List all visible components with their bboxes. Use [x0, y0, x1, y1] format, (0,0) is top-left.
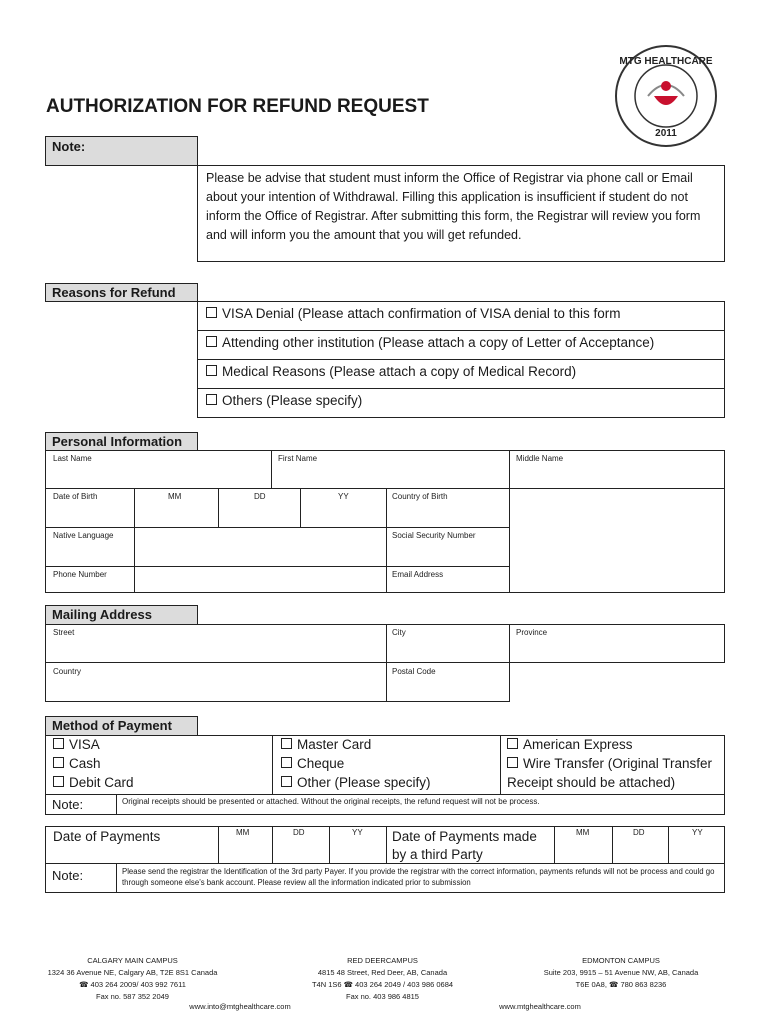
mailing-table-row2: [45, 662, 510, 702]
checkbox-icon[interactable]: [206, 365, 217, 376]
footer-email-link[interactable]: www.into@mtghealthcare.com: [189, 1002, 291, 1011]
reason-row-others[interactable]: [197, 388, 725, 418]
pay-master-option[interactable]: [281, 737, 371, 752]
country-label: Country: [53, 667, 82, 676]
pay-amex-option[interactable]: [507, 737, 633, 752]
last-name-label: Last Name: [53, 454, 92, 463]
pay-debit-label: Debit Card: [69, 775, 134, 790]
edmonton-phone: T6E 0A8, ☎ 780 863 8236: [575, 980, 667, 989]
country-of-birth-label: Country of Birth: [392, 492, 448, 501]
pay-cash-label: Cash: [69, 756, 101, 771]
third-party-yy-label: YY: [692, 828, 703, 837]
personal-table: [45, 450, 725, 593]
checkbox-icon[interactable]: [53, 738, 64, 749]
pay-wire-option[interactable]: [507, 756, 712, 771]
email-label: Email Address: [392, 570, 444, 579]
checkbox-icon[interactable]: [53, 757, 64, 768]
checkbox-icon[interactable]: [281, 738, 292, 749]
svg-text:MTG HEALTHCARE: MTG HEALTHCARE: [619, 56, 713, 67]
date-of-payments-label: Date of Payments: [53, 829, 161, 844]
checkbox-icon[interactable]: [281, 776, 292, 787]
checkbox-icon[interactable]: [281, 757, 292, 768]
third-party-note-label: Note:: [52, 868, 84, 883]
calgary-fax: Fax no. 587 352 2049: [96, 992, 169, 1001]
reddeer-campus-name: RED DEERCAMPUS: [347, 956, 418, 965]
reddeer-fax: Fax no. 403 986 4815: [346, 992, 419, 1001]
middle-name-label: Middle Name: [516, 454, 564, 463]
payment-note-label: Note:: [52, 797, 84, 812]
pay-cheque-label: Cheque: [297, 756, 345, 771]
pay-amex-label: American Express: [523, 737, 633, 752]
checkbox-icon[interactable]: [206, 336, 217, 347]
reasons-header: Reasons for Refund: [45, 283, 198, 302]
academy-logo: [614, 44, 718, 148]
checkbox-icon[interactable]: [53, 776, 64, 787]
edmonton-address: Suite 203, 9915 – 51 Avenue NW, AB, Canada: [543, 968, 699, 977]
third-party-mm-label: MM: [576, 828, 590, 837]
reason-others-label: Others (Please specify): [222, 393, 363, 408]
reason-institution-label: Attending other institution (Please attach a copy of Letter of Acceptance): [222, 335, 655, 350]
dob-dd-label: DD: [254, 492, 266, 501]
edmonton-campus-name: EDMONTON CAMPUS: [582, 956, 660, 965]
calgary-phone: ☎ 403 264 2009/ 403 992 7611: [79, 980, 186, 989]
reason-visa-label: VISA Denial (Please attach confirmation of VISA denial to this form: [222, 306, 621, 321]
footer-web-link[interactable]: www.mtghealthcare.com: [499, 1002, 581, 1011]
pay-visa-label: VISA: [69, 737, 100, 752]
pay-wire-label: Wire Transfer (Original Transfer: [523, 756, 713, 771]
pay-wire-label-cont: Receipt should be attached): [507, 775, 676, 790]
note-header: Note:: [45, 136, 198, 166]
payment-header: Method of Payment: [45, 716, 198, 736]
phone-label: Phone Number: [53, 570, 107, 579]
calgary-campus-name: CALGARY MAIN CAMPUS: [87, 956, 178, 965]
checkbox-icon[interactable]: [206, 307, 217, 318]
pay-master-label: Master Card: [297, 737, 372, 752]
city-label: City: [392, 628, 406, 637]
mailing-header: Mailing Address: [45, 605, 198, 625]
pay-debit-option[interactable]: [53, 775, 134, 790]
ssn-label: Social Security Number: [392, 531, 476, 540]
reason-row-other-institution[interactable]: [197, 330, 725, 360]
footer-reddeer: [290, 955, 475, 1003]
payment-yy-label: YY: [352, 828, 363, 837]
native-language-label: Native Language: [53, 531, 114, 540]
postal-code-label: Postal Code: [392, 667, 436, 676]
pay-other-label: Other (Please specify): [297, 775, 431, 790]
province-label: Province: [516, 628, 548, 637]
pay-visa-option[interactable]: [53, 737, 100, 752]
checkbox-icon[interactable]: [206, 394, 217, 405]
payment-mm-label: MM: [236, 828, 250, 837]
third-party-date-label: Date of Payments made by a third Party: [392, 829, 537, 862]
checkbox-icon[interactable]: [507, 757, 518, 768]
personal-header: Personal Information: [45, 432, 198, 451]
footer-calgary: [40, 955, 225, 1003]
first-name-label: First Name: [278, 454, 318, 463]
reason-medical-label: Medical Reasons (Please attach a copy of Medical Record): [222, 364, 577, 379]
note-text: Please be advise that student must inform the Office of Registrar via phone call or Email about your intention of Withdrawal. Filling this application is insufficient if student do not inform the Office of Registrar. After submitting this form, the Registrar will review you form and will inform you the amount that you will get refunded.: [206, 171, 701, 242]
mailing-table: [45, 624, 725, 663]
dob-label: Date of Birth: [53, 492, 98, 501]
reason-row-medical[interactable]: [197, 359, 725, 389]
pay-cash-option[interactable]: [53, 756, 101, 771]
footer-edmonton: [526, 955, 716, 991]
reason-row-visa[interactable]: [197, 301, 725, 331]
checkbox-icon[interactable]: [507, 738, 518, 749]
third-party-note-text: Please send the registrar the Identification of the 3rd party Payer. If you provide the registrar with the correct information, payments refunds will not be process and could go through someone else’s bank account. Please review all the information indicated prior to submission: [122, 867, 715, 887]
third-party-dd-label: DD: [633, 828, 645, 837]
reddeer-phone: T4N 1S6 ☎ 403 264 2049 / 403 986 0684: [311, 980, 454, 989]
note-box: [197, 165, 725, 262]
calgary-address: 1324 36 Avenue NE, Calgary AB, T2E 8S1 Canada: [47, 968, 218, 977]
dob-mm-label: MM: [168, 492, 182, 501]
payment-dd-label: DD: [293, 828, 305, 837]
pay-other-option[interactable]: [281, 775, 431, 790]
svg-text:2011: 2011: [655, 128, 677, 139]
dob-yy-label: YY: [338, 492, 349, 501]
reddeer-address: 4815 48 Street, Red Deer, AB, Canada: [317, 968, 448, 977]
pay-cheque-option[interactable]: [281, 756, 344, 771]
street-label: Street: [53, 628, 75, 637]
payment-note-text: Original receipts should be presented or attached. Without the original receipts, the refund request will not be process.: [122, 797, 540, 806]
page-title: AUTHORIZATION FOR REFUND REQUEST: [46, 96, 429, 117]
